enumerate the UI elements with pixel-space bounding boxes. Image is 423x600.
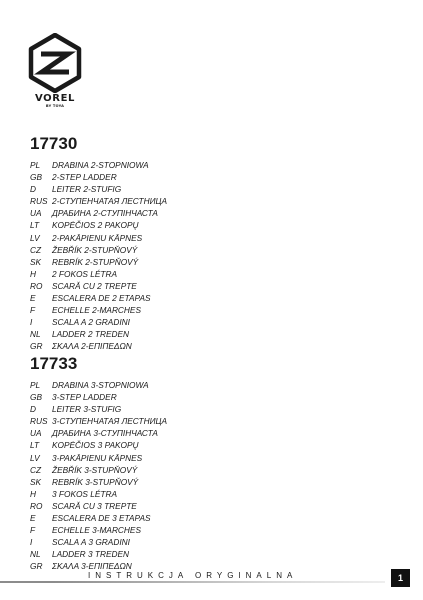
language-code: GR <box>30 561 43 572</box>
list-item <box>30 439 167 451</box>
product-code: 17733 <box>30 354 78 373</box>
list-item <box>30 391 167 403</box>
list-item <box>30 488 167 500</box>
product-name: KOPĖČIOS 3 PAKOPŲ <box>52 440 139 451</box>
product-name: 2-PAKĀPIENU KĀPNES <box>52 232 143 243</box>
language-code: GB <box>30 172 42 183</box>
language-code: D <box>30 404 36 415</box>
language-code: LT <box>30 220 40 231</box>
language-code: F <box>30 525 36 536</box>
product-name: 2-СТУПЕНЧАТАЯ ЛЕСТНИЦА <box>52 196 168 207</box>
product-name: 3-PAKĀPIENU KĀPNES <box>52 452 143 463</box>
language-code: GB <box>30 392 42 403</box>
list-item <box>30 464 167 476</box>
product-name: 2-STEP LADDER <box>52 172 117 183</box>
product-name: LADDER 3 TREDEN <box>52 549 129 560</box>
language-code: PL <box>30 160 41 170</box>
product-name: ДРАБИНА 2-СТУПІНЧАСТА <box>52 208 158 219</box>
language-code: CZ <box>30 464 42 475</box>
product-name: ECHELLE 2-MARCHES <box>52 305 141 316</box>
product-name: ESCALERA DE 2 ETAPAS <box>52 293 151 304</box>
product-name: REBRÍK 3-STUPŇOVÝ <box>52 476 139 487</box>
list-item <box>30 280 167 292</box>
language-code: H <box>30 268 36 279</box>
product-name: ΣΚΑΛΑ 2-ΕΠΙΠΕΔΩΝ <box>52 341 132 352</box>
product-name: 2 FOKOS LÉTRA <box>52 268 118 279</box>
language-code: UA <box>30 208 42 219</box>
list-item <box>30 512 167 524</box>
language-code: RO <box>30 280 43 291</box>
language-code: RO <box>30 500 43 511</box>
product-name: LEITER 2-STUFIG <box>52 184 122 195</box>
list-item <box>30 244 167 256</box>
list-item <box>30 379 167 391</box>
list-item <box>30 232 167 244</box>
list-item <box>30 207 167 219</box>
list-item <box>30 328 167 340</box>
language-code: SK <box>30 256 42 267</box>
language-code: RUS <box>30 416 48 427</box>
product-name: REBRÍK 2-STUPŇOVÝ <box>52 256 139 267</box>
language-code: F <box>30 305 36 316</box>
language-code: GR <box>30 341 43 352</box>
list-item <box>30 183 167 195</box>
list-item <box>30 268 167 280</box>
language-code: CZ <box>30 244 42 255</box>
list-item <box>30 548 167 560</box>
product-section-17730 <box>30 134 167 353</box>
product-name: 3-STEP LADDER <box>52 392 117 403</box>
list-item <box>30 219 167 231</box>
list-item <box>30 476 167 488</box>
product-name: DRABINA 2-STOPNIOWA <box>52 160 149 170</box>
list-item <box>30 415 167 427</box>
language-code: RUS <box>30 196 48 207</box>
list-item <box>30 452 167 464</box>
language-code: I <box>30 537 33 548</box>
footer-divider <box>0 581 385 583</box>
product-name: 3 FOKOS LÉTRA <box>52 488 118 499</box>
list-item <box>30 524 167 536</box>
list-item <box>30 304 167 316</box>
product-name: ДРАБИНА 3-СТУПІНЧАСТА <box>52 428 158 439</box>
list-item <box>30 427 167 439</box>
language-code: UA <box>30 428 42 439</box>
language-code: NL <box>30 549 41 560</box>
product-name: ESCALERA DE 3 ETAPAS <box>52 513 151 524</box>
list-item <box>30 340 167 352</box>
footer <box>0 571 423 591</box>
list-item <box>30 195 167 207</box>
list-item <box>30 171 167 183</box>
language-code: I <box>30 317 33 328</box>
product-name: SCALA A 3 GRADINI <box>52 537 130 548</box>
product-name: DRABINA 3-STOPNIOWA <box>52 380 149 390</box>
language-code: LV <box>30 232 40 243</box>
translation-list <box>30 379 167 573</box>
product-name: ΣΚΑΛΑ 3-ΕΠΙΠΕΔΩΝ <box>52 561 132 572</box>
list-item <box>30 256 167 268</box>
list-item <box>30 159 167 171</box>
language-code: PL <box>30 380 41 390</box>
translation-list <box>30 159 167 353</box>
product-name: KOPĖČIOS 2 PAKOPŲ <box>52 220 139 231</box>
product-section-17733 <box>30 354 167 573</box>
product-name: SCALA A 2 GRADINI <box>52 317 130 328</box>
product-name: SCARĂ CU 2 TREPTE <box>52 280 137 291</box>
footer-label: INSTRUKCJA ORYGINALNA <box>88 571 298 580</box>
language-code: LT <box>30 440 40 451</box>
list-item <box>30 292 167 304</box>
language-code: E <box>30 293 36 304</box>
language-code: SK <box>30 476 42 487</box>
product-name: ŽEBŘÍK 2-STUPŇOVÝ <box>52 244 138 255</box>
product-name: LADDER 2 TREDEN <box>52 329 129 340</box>
language-code: H <box>30 488 36 499</box>
product-name: LEITER 3-STUFIG <box>52 404 122 415</box>
brand-name: VOREL <box>35 93 75 104</box>
brand-tagline: BY TOYA <box>45 104 65 108</box>
product-code: 17730 <box>30 134 78 153</box>
language-code: D <box>30 184 36 195</box>
list-item <box>30 536 167 548</box>
list-item <box>30 316 167 328</box>
page-number: 1 <box>391 569 410 587</box>
product-name: 3-СТУПЕНЧАТАЯ ЛЕСТНИЦА <box>52 416 168 427</box>
language-code: NL <box>30 329 41 340</box>
list-item <box>30 500 167 512</box>
language-code: LV <box>30 452 40 463</box>
list-item <box>30 403 167 415</box>
language-code: E <box>30 513 36 524</box>
product-name: SCARĂ CU 3 TREPTE <box>52 500 137 511</box>
product-name: ŽEBŘÍK 3-STUPŇOVÝ <box>52 464 138 475</box>
product-name: ECHELLE 3-MARCHES <box>52 525 141 536</box>
